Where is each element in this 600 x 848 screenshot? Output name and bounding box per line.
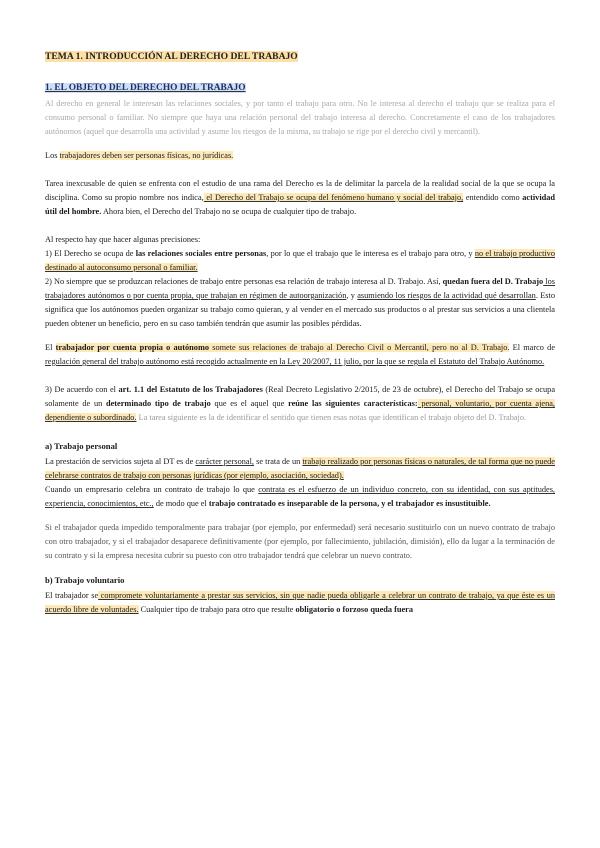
- text-run: El trabajador se: [45, 591, 99, 600]
- text-run: se trata de un: [253, 457, 303, 466]
- subsection-title-personal: a) Trabajo personal: [45, 441, 118, 451]
- text-run: 2) No siempre que se produzcan relaciones de trabajo entre personas esa relación de trabajo interesa al D. Trabajo. Así,: [45, 277, 443, 286]
- bold-text: las relaciones sociales entre personas: [135, 249, 267, 258]
- text-run: Los: [45, 151, 60, 160]
- text-run: entendido como: [463, 193, 523, 202]
- text-run: Ahora bien, el Derecho del Trabajo no se ocupa de cualquier tipo de trabajo.: [101, 207, 357, 216]
- bold-text: trabajador por cuenta propia o autónomo: [55, 343, 210, 352]
- bold-text: obligatorio o forzoso queda fuera: [295, 605, 413, 614]
- text-run: El: [45, 343, 56, 352]
- highlighted-text: no el trabajo productivo destinado al autoconsumo personal o familiar.: [45, 249, 555, 272]
- text-run: Cuando un empresario celebra un contrato de trabajo lo que: [45, 485, 259, 494]
- self-employed-paragraph: [45, 341, 555, 369]
- underlined-text: contrata es el esfuerzo de un individuo concreto, con su identidad, con sus aptitudes, experiencia, conocimientos, etc.,: [45, 485, 556, 508]
- text-run: . Esto significa que los autónomos pueden organizar su trabajo como quieran, y al vender en el mercado sus productos o al prestar sus servicios a una clientela pueden obtener un beneficio, pero en su caso también tendrán que asumir las posibles pérdidas.: [45, 291, 555, 328]
- highlighted-text: trabajadores deben ser personas físicas, no jurídicas.: [59, 151, 234, 160]
- precisions-intro: Al respecto hay que hacer algunas precisiones:: [45, 235, 201, 244]
- bold-text: quedan fuera del D. Trabajo: [442, 277, 544, 286]
- text-run: 3) De acuerdo con el: [45, 385, 119, 394]
- gray-text: La tarea siguiente es la de identificar el sentido que tienen esas notas que identifican el trabajo objeto del D. Trabajo.: [136, 413, 527, 422]
- precision-2: [45, 275, 555, 331]
- document-title: [45, 50, 555, 64]
- underlined-text: los trabajadores autónomos o por cuenta propia, que trabajan en régimen de autoorganización: [45, 277, 555, 300]
- bold-text: trabajo contratado es inseparable de la persona, y el trabajador es insustituible.: [208, 499, 491, 508]
- bold-text: reúne las siguientes características:: [288, 399, 418, 408]
- highlighted-text: trabajo realizado por personas físicas o naturales, de tal forma que no puede celebrarse contratos de trabajo con personas jurídicas (por ejemplo, asociación, sociedad).: [45, 457, 555, 480]
- precision-3: [45, 383, 555, 425]
- bold-text: art. 1.1 del Estatuto de los Trabajadores: [118, 385, 263, 394]
- text-run: El marco de: [509, 343, 555, 352]
- bold-text: determinado tipo de trabajo: [106, 399, 211, 408]
- highlighted-text: personal, voluntario, por cuenta ajena, dependiente o subordinado.: [45, 399, 555, 422]
- text-run: Tarea inexcusable de quien se enfrenta con el estudio de una rama del Derecho es la de delimitar la parcela de la realidad social de la que se ocupa la disciplina. Como su propio nombre nos indica,: [45, 179, 555, 202]
- text-run: Cualquier tipo de trabajo para otro que resulte: [138, 605, 296, 614]
- text-run: que es el aquel que: [210, 399, 289, 408]
- subsection-title-voluntary: b) Trabajo voluntario: [45, 575, 125, 585]
- text-run: , por lo que el trabajo que le interesa es el trabajo para otro, y: [266, 249, 475, 258]
- personal-paragraph-2: [45, 483, 555, 511]
- document-title-text: TEMA 1. INTRODUCCIÓN AL DERECHO DEL TRABAJO: [45, 51, 298, 62]
- physical-persons-paragraph: [45, 149, 555, 163]
- text-run: (Real Decreto Legislativo 2/2015, de 23 de octubre), el Derecho del Trabajo se ocupa solamente de un: [45, 385, 556, 408]
- personal-paragraph-3: Si el trabajador queda impedido temporalmente para trabajar (por ejemplo, por enfermedad) será necesario sustituirlo con un nuevo contrato de trabajo con otro trabajador, y si el trabajador desaparece definitivamente (por ejemplo, por fallecimiento, jubilación, dimisión), ello da lugar a la terminación de su contrato y si la empresa necesita cubrir su puesto con otro trabajador tendrá que celebrar un nuevo contrato.: [45, 523, 555, 560]
- highlighted-text: compromete voluntariamente a prestar sus servicios, sin que nadie pueda obligarle a celebrar un contrato de trabajo, ya que éste es un acuerdo libre de voluntades.: [45, 591, 555, 614]
- text-run: , y: [346, 291, 358, 300]
- section-title-text: 1. EL OBJETO DEL DERECHO DEL TRABAJO: [45, 83, 246, 93]
- personal-paragraph-1: [45, 455, 555, 483]
- underlined-text: asumiendo los riesgos de la actividad qué desarrollan: [357, 291, 536, 300]
- text-run: 1) El Derecho se ocupa de: [45, 249, 136, 258]
- voluntary-paragraph-1: [45, 589, 555, 617]
- task-paragraph: [45, 177, 555, 219]
- highlighted-text: el Derecho del Trabajo se ocupa del fenómeno humano y social del trabajo,: [203, 193, 464, 202]
- precision-1: [45, 247, 555, 275]
- highlighted-text: somete sus relaciones de trabajo al Derecho Civil o Mercantil, pero no al D. Trabajo.: [209, 343, 510, 352]
- underlined-text: carácter personal,: [195, 457, 254, 466]
- text-run: La prestación de servicios sujeta al DT es de: [45, 457, 196, 466]
- bold-text: actividad útil del hombre.: [45, 193, 555, 216]
- intro-paragraph: Al derecho en general le interesan las relaciones sociales, y por tanto el trabajo para otro. No le interesa al derecho el trabajo que se realiza para el consumo personal o familiar. No siempre que haya una relación personal del trabajo interesa al derecho. Concretamente el caso de los trabajadores autónomos (aquel que desarrolla una actividad y asume los riesgos de la misma, su trabajo se rige por el derecho civil y mercantil).: [45, 99, 555, 136]
- section-title: [45, 81, 555, 95]
- underlined-text: regulación general del trabajo autónomo está recogido actualmente en la Ley 20/2007, 11 julio, por la que se regula el Estatuto del Trabajo Autónomo.: [45, 357, 545, 366]
- text-run: de modo que el: [153, 499, 209, 508]
